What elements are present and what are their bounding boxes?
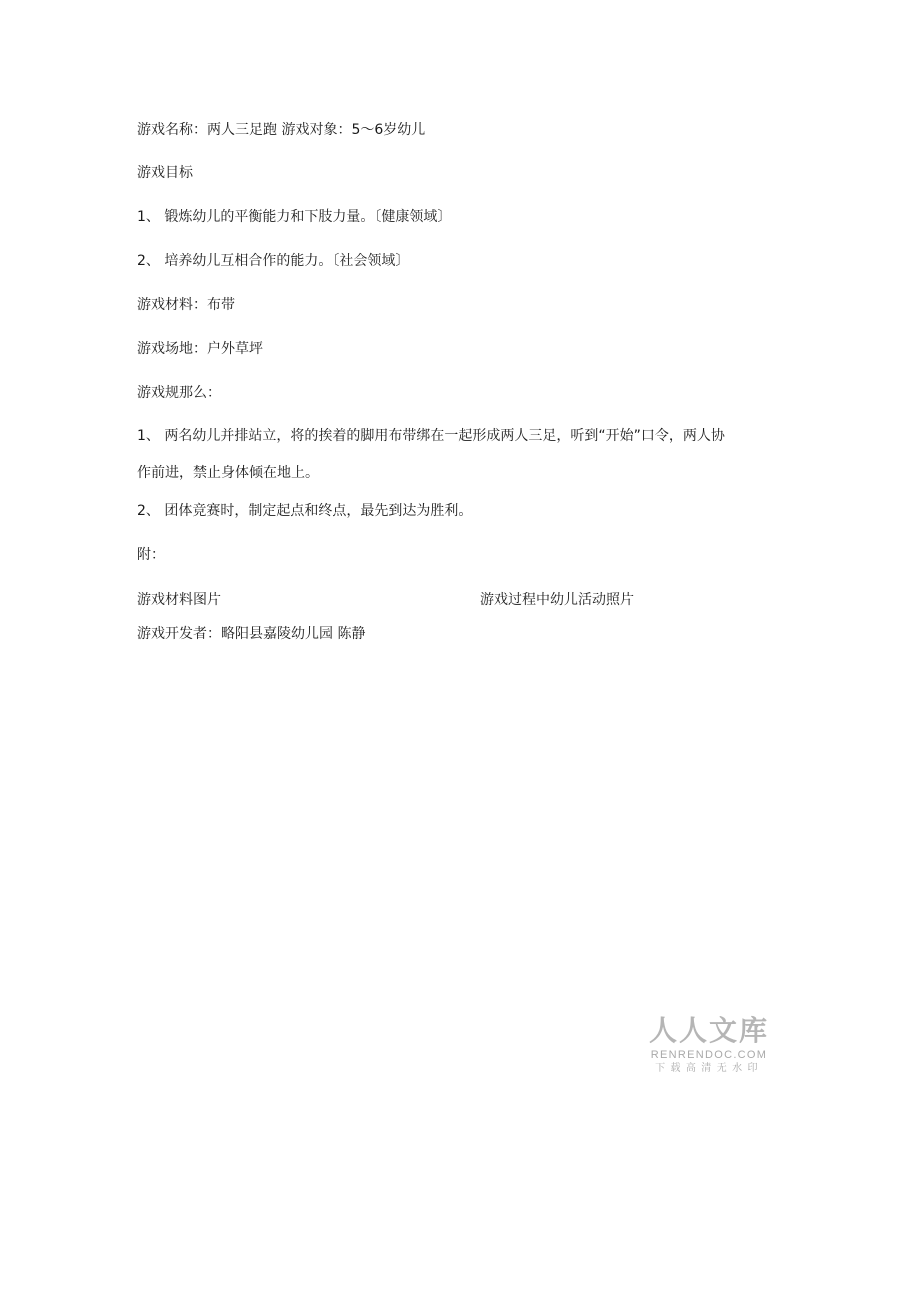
- appendix-materials-caption: 游戏材料图片: [137, 592, 221, 608]
- rules-heading: 游戏规那么：: [137, 385, 221, 401]
- appendix-photos-caption: 游戏过程中幼儿活动照片: [480, 592, 634, 608]
- rule-item-1-text: 1、 两名幼儿并排站立，将的挨着的脚用布带绑在一起形成两人三足，听到“开始”口令，两人协作前进，禁止身体倾在地上。: [137, 428, 725, 481]
- renrendoc-watermark: [646, 1014, 772, 1076]
- venue-line: 游戏场地：户外草坪: [137, 341, 263, 357]
- rule-item-1: [137, 418, 727, 492]
- game-title-line: 游戏名称：两人三足跑 游戏对象：5～6岁幼儿: [137, 122, 426, 138]
- watermark-subtitle: 下载高清无水印: [655, 1063, 763, 1074]
- watermark-domain: RENRENDOC.COM: [650, 1049, 768, 1061]
- developer-line: 游戏开发者：略阳县嘉陵幼儿园 陈静: [137, 626, 366, 642]
- watermark-title: 人人文库: [648, 1014, 769, 1047]
- goals-heading: 游戏目标: [137, 165, 193, 181]
- appendix-heading: 附：: [137, 547, 165, 563]
- goal-item-2: 2、 培养幼儿互相合作的能力。〔社会领域〕: [137, 253, 410, 269]
- rule-item-2: 2、 团体竞赛时，制定起点和终点，最先到达为胜利。: [137, 503, 473, 519]
- materials-line: 游戏材料：布带: [137, 297, 235, 313]
- goal-item-1: 1、 锻炼幼儿的平衡能力和下肢力量。〔健康领域〕: [137, 209, 452, 225]
